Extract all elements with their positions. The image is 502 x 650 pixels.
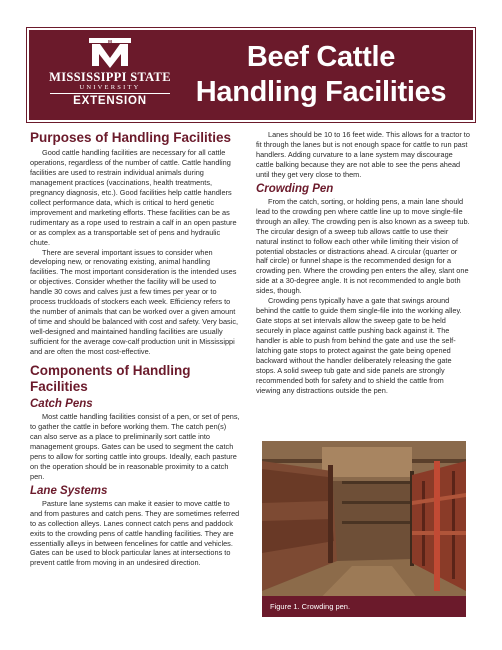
paragraph-lane-systems: Pasture lane systems can make it easier to move cattle to and from pastures and catch pens. They are sometimes referred to as collection alleys. Lanes connect catch pens and paddock exits to the crowding pens of cattle handling facilities. They are essentially alleys in between fencelines for cattle and vehicles. Gates can be used to block particular lanes at intersections to prevent cattle from moving in an undesired direction.	[30, 498, 240, 568]
paragraph-purposes-2: There are several important issues to consider when developing new, or renovating existing, animal handling facilities. The most important consideration is the intended uses or objectives. Consider whether the facility will be used to handle 30 cows and calves just a few times per year or to process truckloads of stockers each week. Efficiency refers to the number of animals that can be worked over a given amount of time and should be balanced with cost and safety. Very basic, well-designed and maintained handling facilities are usually sufficient for the average cow-calf production unit in Mississippi and are often the most cost-effective.	[30, 247, 239, 357]
header-banner	[27, 28, 475, 122]
subheading-catch-pens: Catch Pens	[30, 398, 93, 411]
logo-line-2: UNIVERSITY	[79, 84, 141, 91]
subheading-crowding-pen: Crowding Pen	[256, 182, 334, 195]
monogram-letter: M	[108, 39, 112, 44]
title-line-2: Handling Facilities	[195, 76, 447, 108]
figure-caption: Figure 1. Crowding pen.	[262, 596, 466, 617]
paragraph-catch-pens: Most cattle handling facilities consist of a pen, or set of pens, to gather the cattle in before working them. The catch pen(s) can also serve as a place to preliminarily sort cattle into management groups. Gates can be used to segment the catch pens to allow for sorting cattle into groups. Ideally, each pasture on the operation should be in reasonable proximity to a catch pen.	[30, 412, 240, 481]
heading-purposes: Purposes of Handling Facilities	[30, 130, 232, 145]
paragraph-lane-width: Lanes should be 10 to 16 feet wide. This allows for a tractor to fit through the lanes but is not enough space for cattle to run past handlers. Adding curvature to a lane system may discourage cattle balking because they are not able to see the pens ahead until they get very close to them.	[256, 130, 470, 179]
paragraph-crowding-pen-1: From the catch, sorting, or holding pens, a main lane should lead to the crowding pen where cattle line up to move single-file through an alley. The crowding pen is also known as a sweep tub. The circular design of a sweep tub allows cattle to use their natural instinct to follow each other while limiting their vision of potential obstacles or distractions ahead. A circular (quarter or half circle) or funnel shape is the recommended design for a crowding pen. Where the crowding pen enters the alley, slant one side at a 30-degree angle. It is not recommended to angle both sides, though.	[256, 196, 470, 296]
logo-rule	[50, 93, 170, 94]
crowding-pen-photo	[262, 441, 466, 617]
paragraph-crowding-pen-2: Crowding pens typically have a gate that swings around behind the cattle to guide them single-file into the working alley. Gate stops at set intervals allow the sweep gate to be held securely in place against cattle pushing back against it. The handler is able to push from behind the gate and use the self-latching gate stops to protect against the gate being opened backward without the handler deliberately releasing the gate stops. A solid sweep tub gate and side panels are strongly recommended both for safety and to shield the cattle from viewing any distractions outside the pen.	[256, 296, 462, 395]
page-title	[191, 40, 451, 110]
msu-monogram-icon	[87, 36, 133, 70]
msu-extension-logo	[41, 36, 179, 118]
heading-components: Components of Handling Facilities	[30, 363, 191, 395]
left-column	[30, 130, 240, 568]
logo-line-3: EXTENSION	[73, 95, 147, 107]
title-line-1: Beef Cattle	[246, 41, 396, 73]
subheading-lane-systems: Lane Systems	[30, 484, 108, 497]
paragraph-purposes-1: Good cattle handling facilities are necessary for all cattle operations, regardless of the number of cattle. Cattle handling facilities are used to restrain individual animals during management practices (vaccinations, health treatments, pregnancy diagnosis, etc.). Good facilities help cattle handlers collect performance data, which is critical to herd genetic improvement and marketing efforts. These facilities can be as rudimentary as a rope used to restrain a calf in an open pasture or as complex as a transportable set of pens and hydraulic chute.	[30, 148, 237, 247]
logo-line-1: MISSISSIPPI STATE	[49, 70, 171, 84]
right-column	[256, 130, 470, 396]
